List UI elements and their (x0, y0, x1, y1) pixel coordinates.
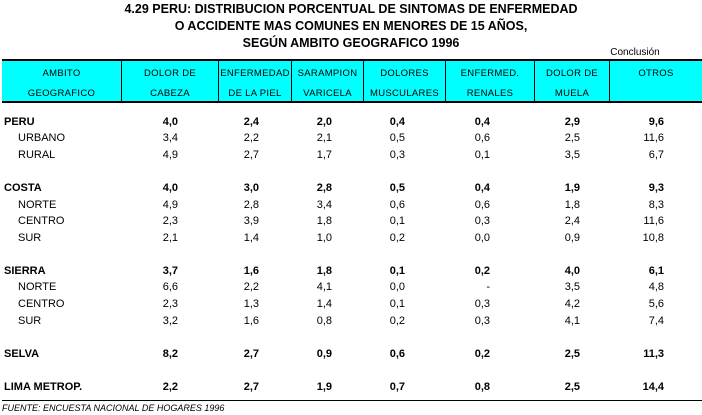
table-cell: 0,3 (389, 149, 405, 161)
table-cell: 4,0 (162, 182, 178, 194)
header-label-line-2: DE LA PIEL (228, 88, 282, 99)
table-cell: 2,5 (564, 381, 580, 393)
table-cell: 4,9 (162, 149, 178, 161)
table-cell: 0,1 (389, 298, 405, 310)
table-cell: 0,8 (316, 315, 332, 327)
table-row (2, 213, 702, 229)
header-label-line-2: MUELA (554, 88, 590, 99)
table-cell: 4,2 (564, 298, 580, 310)
header-cell (445, 60, 534, 102)
table-cell: 0,3 (474, 315, 490, 327)
table-row (2, 180, 702, 196)
header-label-line-2: CABEZA (150, 88, 190, 99)
row-label: SUR (18, 315, 42, 327)
table-cell: 0,8 (474, 381, 490, 393)
table-cell: 2,0 (316, 116, 332, 128)
table-cell: 0,6 (389, 348, 405, 360)
header-cell (291, 60, 363, 102)
header-bottom-border (2, 101, 702, 103)
table-cell: 11,6 (643, 132, 664, 144)
header-cell (609, 60, 702, 102)
table-cell: 4,1 (564, 315, 580, 327)
row-label: URBANO (18, 132, 66, 144)
table-cell: 0,6 (474, 132, 490, 144)
table-cell: 0,4 (474, 116, 490, 128)
table-row (2, 130, 702, 146)
table-row (2, 346, 702, 362)
table-cell: 3,2 (162, 315, 178, 327)
header-label-line-1: ENFERMEDAD (220, 68, 290, 79)
table-cell: 3,7 (162, 265, 178, 277)
table-cell: 0,6 (389, 199, 405, 211)
table-cell: 0,9 (564, 232, 580, 244)
table-cell: 0,2 (389, 315, 405, 327)
table-cell: 1,4 (243, 232, 259, 244)
table-cell: 4,8 (648, 281, 664, 293)
table-cell: 1,7 (316, 149, 332, 161)
table-cell: 0,3 (474, 298, 490, 310)
row-label: SELVA (4, 348, 40, 360)
header-label-line-1: DOLOR DE (143, 68, 197, 79)
table-row (2, 147, 702, 163)
table-cell: 1,8 (564, 199, 580, 211)
table-cell: 3,4 (316, 199, 332, 211)
table-cell: 4,0 (564, 265, 580, 277)
table-cell: 1,9 (564, 182, 580, 194)
table-row (2, 230, 702, 246)
table-cell: 2,8 (243, 199, 259, 211)
table-cell: 4,0 (162, 116, 178, 128)
table-cell: 6,1 (648, 265, 664, 277)
table-cell: 2,7 (243, 348, 259, 360)
table-cell: 3,5 (564, 149, 580, 161)
table-cell: 0,3 (474, 215, 490, 227)
table-cell: - (486, 281, 490, 293)
table-cell: 2,7 (243, 149, 259, 161)
row-label: NORTE (18, 199, 57, 211)
table-cell: 0,5 (389, 132, 405, 144)
header-cell (363, 60, 445, 102)
table-cell: 0,2 (474, 348, 490, 360)
conclusion-label: Conclusión (610, 47, 660, 58)
table-cell: 1,8 (316, 215, 332, 227)
row-label: PERU (4, 116, 35, 128)
table-cell: 1,0 (316, 232, 332, 244)
table-cell: 2,2 (162, 381, 178, 393)
table-title-line-2: O ACCIDENTE MAS COMUNES EN MENORES DE 15 AÑOS, (174, 19, 528, 33)
header-cell (2, 60, 121, 102)
table-row (2, 313, 702, 329)
row-label: CENTRO (18, 215, 65, 227)
table-cell: 3,5 (564, 281, 580, 293)
table-cell: 1,8 (316, 265, 332, 277)
header-label-line-2: MUSCULARES (370, 88, 439, 99)
header-label-line-2: GEOGRAFICO (27, 88, 96, 99)
table-cell: 11,3 (643, 348, 664, 360)
header-label-line-2: RENALES (466, 88, 514, 99)
row-label: SIERRA (4, 265, 46, 277)
row-label: CENTRO (18, 298, 65, 310)
header-label-line-1: ENFERMED. (460, 68, 520, 79)
table-cell: 11,6 (643, 215, 664, 227)
table-cell: 4,1 (316, 281, 332, 293)
table-cell: 1,9 (316, 381, 332, 393)
table-cell: 1,6 (243, 265, 259, 277)
header-label-line-1: SARAMPION (297, 68, 358, 79)
table-cell: 1,4 (316, 298, 332, 310)
table-title-line-3: SEGÚN AMBITO GEOGRAFICO 1996 (242, 36, 460, 50)
table-cell: 1,6 (243, 315, 259, 327)
table-cell: 2,2 (243, 132, 259, 144)
header-label-line-1: DOLORES (380, 68, 429, 79)
table-cell: 2,2 (243, 281, 259, 293)
table-row (2, 263, 702, 279)
header-cell (218, 60, 291, 102)
table-title-line-1: 4.29 PERU: DISTRIBUCION PORCENTUAL DE SINTOMAS DE ENFERMEDAD (124, 2, 578, 16)
table-cell: 8,3 (648, 199, 664, 211)
row-label: LIMA METROP. (4, 381, 83, 393)
table-cell: 0,1 (474, 149, 490, 161)
table-cell: 6,6 (162, 281, 178, 293)
header-label-line-1: DOLOR DE (545, 68, 599, 79)
table-cell: 2,1 (316, 132, 332, 144)
table-cell: 0,1 (389, 265, 405, 277)
table-cell: 3,4 (162, 132, 178, 144)
table-cell: 0,7 (389, 381, 405, 393)
table-cell: 2,1 (162, 232, 178, 244)
table-bottom-border (2, 400, 702, 401)
table-cell: 1,3 (243, 298, 259, 310)
table-cell: 2,7 (243, 381, 259, 393)
table-cell: 0,0 (474, 232, 490, 244)
table-cell: 0,4 (474, 182, 490, 194)
table-cell: 3,0 (243, 182, 259, 194)
table-cell: 2,3 (162, 298, 178, 310)
table-cell: 0,9 (316, 348, 332, 360)
table-row (2, 197, 702, 213)
table-cell: 2,4 (243, 116, 259, 128)
table-cell: 10,8 (642, 232, 664, 244)
source-note: FUENTE: ENCUESTA NACIONAL DE HOGARES 1996 (2, 403, 225, 413)
table-cell: 0,2 (474, 265, 490, 277)
table-cell: 0,0 (389, 281, 405, 293)
table-cell: 2,9 (564, 116, 580, 128)
table-cell: 0,6 (474, 199, 490, 211)
header-top-border (2, 59, 702, 61)
header-label-line-1: OTROS (638, 68, 674, 79)
header-label-line-2: VARICELA (303, 88, 352, 99)
table-cell: 7,4 (648, 315, 664, 327)
table-cell: 2,5 (564, 132, 580, 144)
table-cell: 5,6 (648, 298, 664, 310)
header-label-line-1: AMBITO (42, 68, 81, 79)
table-cell: 3,9 (243, 215, 259, 227)
table-cell: 0,2 (389, 232, 405, 244)
row-label: SUR (18, 232, 42, 244)
header-cell (121, 60, 218, 102)
table-cell: 14,4 (642, 381, 664, 393)
table-row (2, 379, 702, 395)
table-row (2, 114, 702, 130)
table-cell: 0,5 (389, 182, 405, 194)
table-cell: 8,2 (162, 348, 178, 360)
table-cell: 6,7 (648, 149, 664, 161)
table-cell: 0,1 (389, 215, 405, 227)
table-cell: 2,3 (162, 215, 178, 227)
row-label: COSTA (4, 182, 42, 194)
table-cell: 0,4 (389, 116, 405, 128)
table-cell: 2,8 (316, 182, 332, 194)
table-cell: 4,9 (162, 199, 178, 211)
row-label: RURAL (18, 149, 56, 161)
row-label: NORTE (18, 281, 57, 293)
table-cell: 9,3 (648, 182, 664, 194)
table-row (2, 296, 702, 312)
table-cell: 2,5 (564, 348, 580, 360)
table-header (2, 60, 702, 102)
header-cell (534, 60, 609, 102)
table-cell: 9,6 (648, 116, 664, 128)
table-row (2, 279, 702, 295)
table-cell: 2,4 (564, 215, 580, 227)
